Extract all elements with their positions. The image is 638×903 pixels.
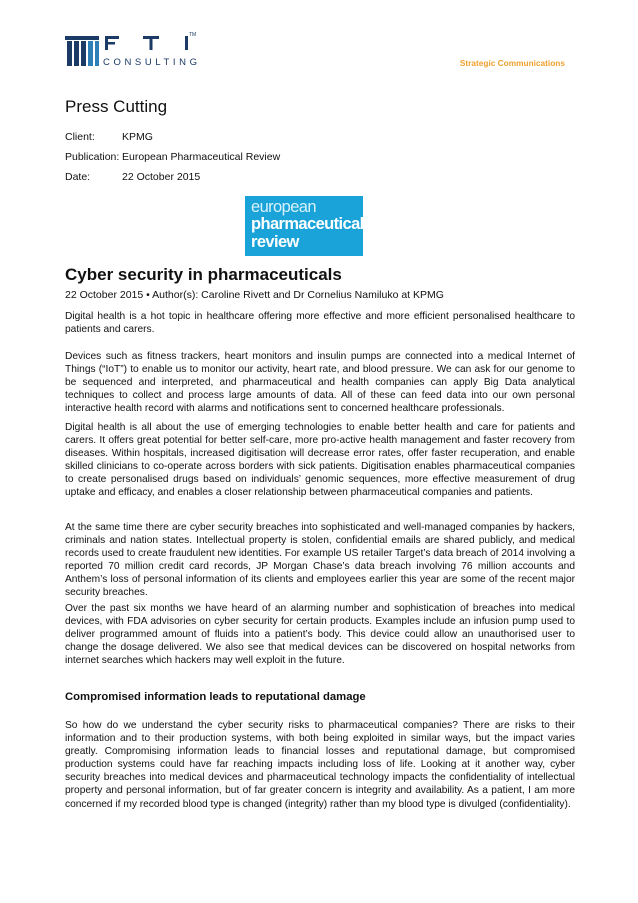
fti-pillar-icon xyxy=(65,36,99,66)
meta-client xyxy=(65,131,153,143)
fti-letters xyxy=(105,36,235,50)
article-headline: Cyber security in pharmaceuticals xyxy=(65,265,342,284)
division-label: Strategic Communications xyxy=(459,58,565,68)
meta-publication xyxy=(65,151,280,163)
article-paragraph: Digital health is all about the use of emerging technologies to enable better health and care for patients and carers. It offers great potential for better self-care, more pro-active health management and faster recovery from diseases. Within hospitals, increased digitisation will decrease error rates, offer faster recuperation, and enable skilled clinicians to co-operate across borders with sick patients. Digitisation enables pharmaceutical companies to create personalised drugs based on individuals’ genomic sequences, more effective measurement of drug uptake and efficacy, and enables a closer relationship between pharmaceutical companies and patients. xyxy=(65,422,575,499)
article-paragraph: Over the past six months we have heard of an alarming number and sophistication of breaches into medical devices, with FDA advisories on cyber security for certain products. Examples include an infusion pump used to deliver programmed amount of fluids into a patient’s body. This device could allow an unauthorised user to change the dosage delivered. We also see that medical devices can be discovered on hospital networks from internet searches which hackers may well exploit in the future. xyxy=(65,603,575,667)
publication-logo xyxy=(245,196,363,256)
article-paragraph: Digital health is a hot topic in healthcare offering more effective and more efficient personalised healthcare to patients and carers. xyxy=(65,311,575,336)
article-paragraph: Devices such as fitness trackers, heart monitors and insulin pumps are connected into a medical Internet of Things (“IoT”) to enable us to monitor our activity, heart rate, and blood pressure. We can ask for our genome to be sequenced and interpreted, and pharmaceutical and health companies can apply Big Data analytical techniques to collect and process large amounts of data. All of these can feed data into our own personal interactive health record with alarms and notifications sent to concerned healthcare professionals. xyxy=(65,351,575,415)
fti-consulting-logo xyxy=(65,32,205,72)
publication-logo-line2: pharmaceutical xyxy=(251,215,364,233)
publication-logo-line3: review xyxy=(251,233,299,251)
publication-logo-line1: european xyxy=(251,198,316,216)
logo-consulting-text: CONSULTING xyxy=(103,57,201,68)
article-paragraph: So how do we understand the cyber security risks to pharmaceutical companies? There are risks to their information and to their production systems, with both being exploited in similar ways, but the impact varies greatly. Compromising information leads to financial losses and reputational damage, but compromised production systems could have far reaching impacts including loss of life. Looking at it another way, cyber security breaches into medical devices and pharmaceutical technology impacts the confidentiality of intellectual property and personal information, but of far greater concern is integrity and availability. As a patient, I am more concerned if my recorded blood type is changed (integrity) rather than my blood type is divulged (confidentiality). xyxy=(65,720,575,810)
article-paragraph: At the same time there are cyber security breaches into sophisticated and well-managed companies by hackers, criminals and nation states. Intellectual property is stolen, confidential emails are shared publicly, and medical records used to create fraudulent new identities. For example US retailer Target’s data breach of 2014 involving a reported 70 million credit card records, JP Morgan Chase’s data breach involving 76 million accounts and Anthem’s loss of personal information of its clients and employees earlier this year are some of the recent major security breaches. xyxy=(65,522,575,599)
trademark-mark: TM xyxy=(189,32,197,38)
meta-value: 22 October 2015 xyxy=(122,171,201,183)
meta-value: European Pharmaceutical Review xyxy=(122,151,281,163)
meta-label: Client: xyxy=(65,131,95,143)
meta-label: Date: xyxy=(65,171,91,183)
article-byline: 22 October 2015 • Author(s): Caroline Rivett and Dr Cornelius Namiluko at KPMG xyxy=(65,289,444,301)
page-title: Press Cutting xyxy=(65,97,168,116)
meta-value: KPMG xyxy=(122,131,153,143)
meta-label: Publication: xyxy=(65,151,120,163)
article-subheading: Compromised information leads to reputational damage xyxy=(65,691,366,703)
meta-date xyxy=(65,171,200,183)
